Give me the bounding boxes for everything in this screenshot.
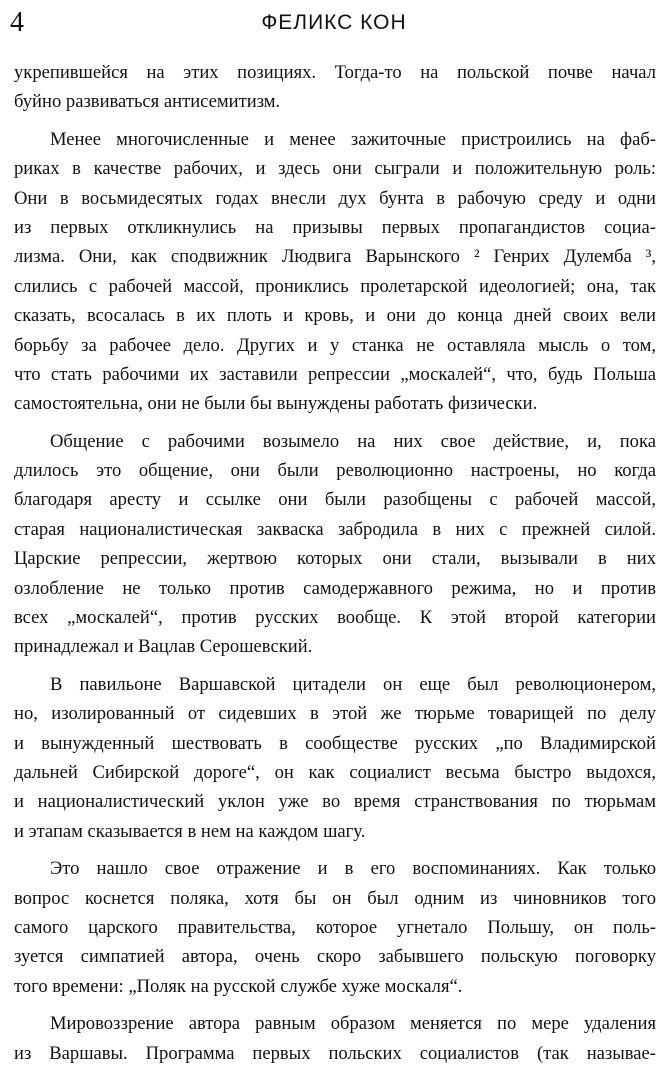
text-line: благодаря аресту и ссылке они были разобщены с рабочей массой, [14,489,656,511]
text-line: принадлежал и Вацлав Серошевский. [14,636,313,658]
paragraph [14,125,656,419]
text-line: самостоятельна, они не были бы вынуждены работать физически. [14,393,538,415]
page-number: 4 [10,7,24,38]
page-header [10,6,658,40]
text-line: из первых откликнулись на призывы первых пропагандистов социа- [14,216,656,238]
body-text [14,58,656,1076]
running-title: ФЕЛИКС КОН [261,11,407,34]
text-line: что стать рабочими их заставили репрессии „москалей“, что, будь Польша [14,363,656,385]
text-line: самого царского правительства, которое угнетало Польшу, он поль- [14,916,656,938]
text-line: дальней Сибирской дороге“, он как социалист весьма быстро выдохся, [14,761,656,783]
text-line: риках в качестве рабочих, и здесь они сыграли и положительную роль: [14,158,656,180]
paragraph [14,670,656,846]
paragraph [14,854,656,1001]
text-line: и националистический уклон уже во время странствования по тюрьмам [14,791,656,813]
paragraph [14,427,656,662]
text-line: укрепившейся на этих позициях. Тогда-то на польской почве начал [14,62,656,83]
text-line: зуется симпатией автора, очень скоро забывшего польскую поговорку [14,946,656,968]
paragraph [14,1009,656,1068]
text-line: лизма. Они, как сподвижник Людвига Варынского ² Генрих Дулемба ³, [14,246,656,268]
text-line: всех „москалей“, против русских вообще. К этой второй категории [14,607,656,629]
text-line: длилось это общение, они были революционно настроены, но когда [14,460,656,482]
text-line: и этапам сказывается в нем на каждом шагу. [14,820,366,842]
text-line: Они в восьмидесятых годах внесли дух бунта в рабочую среду и одни [14,187,656,209]
text-line: Менее многочисленные и менее зажиточные пристроились на фаб- [50,128,656,150]
text-line: Общение с рабочими возымело на них свое действие, и, пока [50,430,656,452]
text-line: вопрос коснется поляка, хотя бы он был одним из чиновников того [14,887,656,909]
text-line: буйно развиваться антисемитизм. [14,91,281,113]
text-line: старая националистическая закваска забродила в них с прежней силой. [14,518,656,540]
text-line: Царские репрессии, жертвою которых они стали, вызывали в них [14,548,656,570]
text-line: слились с рабочей массой, прониклись пролетарской идеологией; она, так [14,275,656,297]
text-line: и вынужденный шествовать в сообществе русских „по Владимирской [14,732,656,754]
text-line: но, изолированный от сидевших в этой же тюрьме товарищей по делу [14,703,656,725]
text-line: того времени: „Поляк на русской службе хуже москаля“. [14,975,463,997]
paragraph [14,58,656,117]
text-line: Это нашло свое отражение и в его воспоминаниях. Как только [50,858,656,880]
text-line: Мировоззрение автора равным образом меняется по мере удаления [50,1013,656,1035]
text-line: озлобление не только против самодержавного режима, но и против [14,577,656,599]
text-line: сказать, всосалась в их плоть и кровь, и они до конца дней своих вели [14,305,656,327]
text-line: из Варшавы. Программа первых польских социалистов (так называе- [14,1042,656,1064]
text-line: В павильоне Варшавской цитадели он еще был революционером, [50,673,656,695]
text-line: борьбу за рабочее дело. Других и у станка не оставляла мысль о том, [14,334,656,356]
